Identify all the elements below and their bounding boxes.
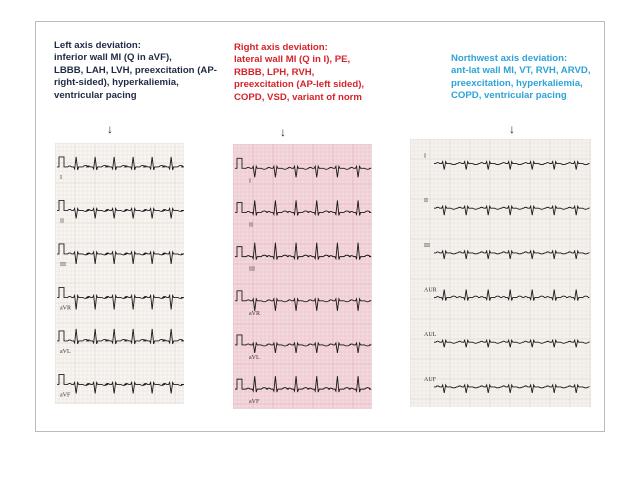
lead-label: II: [60, 218, 64, 225]
lead-label: III: [249, 266, 255, 273]
lead-label: AUF: [424, 376, 437, 383]
caption-line: inferior wall MI (Q in aVF),: [54, 52, 172, 64]
lead-label: I: [249, 178, 251, 185]
lead-label: aVF: [249, 399, 260, 406]
caption-line: RBBB, LPH, RVH,: [234, 66, 315, 78]
ecg-panel-left: [55, 143, 184, 404]
ecg-panel-right: [233, 144, 372, 409]
left-axis-caption: [54, 40, 224, 102]
lead-label: AUR: [424, 287, 437, 294]
left-axis-column: [54, 40, 224, 102]
caption-line: Left axis deviation:: [54, 40, 141, 51]
caption-line: COPD, VSD, variant of norm: [234, 91, 362, 103]
down-arrow-icon: ↓: [280, 125, 286, 139]
right-axis-caption: [234, 42, 384, 104]
ecg-strip-right: [233, 144, 372, 409]
lead-label: aVR: [249, 310, 260, 317]
caption-line: preexcitation, hyperkaliemia,: [451, 77, 583, 89]
caption-line: Right axis deviation:: [234, 42, 328, 53]
northwest-axis-column: [451, 53, 601, 103]
lead-label: aVL: [60, 348, 71, 355]
caption-line: lateral wall MI (Q in I), PE,: [234, 54, 351, 66]
northwest-axis-caption: [451, 53, 601, 103]
caption-line: Northwest axis deviation:: [451, 53, 568, 64]
lead-label: III: [60, 261, 66, 268]
lead-label: aVF: [60, 392, 71, 399]
lead-label: I: [60, 174, 62, 181]
caption-line: COPD, ventricular pacing: [451, 90, 567, 102]
lead-label: II: [249, 222, 253, 229]
ecg-panel-northwest: [410, 139, 591, 407]
lead-label: I: [424, 153, 426, 160]
caption-line: ant-lat wall MI, VT, RVH, ARVD,: [451, 65, 591, 77]
down-arrow-icon: ↓: [107, 122, 113, 136]
lead-label: aVR: [60, 305, 71, 312]
lead-label: III: [424, 242, 430, 249]
ecg-strip-left: [55, 143, 184, 404]
lead-label: AUL: [424, 332, 437, 339]
lead-label: II: [424, 198, 428, 205]
lead-label: aVL: [249, 354, 260, 361]
right-axis-column: [234, 42, 384, 104]
ecg-strip-northwest: [410, 139, 591, 407]
slide-frame: [35, 21, 605, 432]
caption-line: right-sided), hyperkaliemia,: [54, 77, 179, 89]
down-arrow-icon: ↓: [509, 122, 515, 136]
caption-line: LBBB, LAH, LVH, preexcitation (AP-: [54, 64, 217, 76]
ecg-grid-background: [55, 143, 184, 404]
caption-line: ventricular pacing: [54, 89, 137, 101]
caption-line: preexcitation (AP-left sided),: [234, 79, 365, 91]
